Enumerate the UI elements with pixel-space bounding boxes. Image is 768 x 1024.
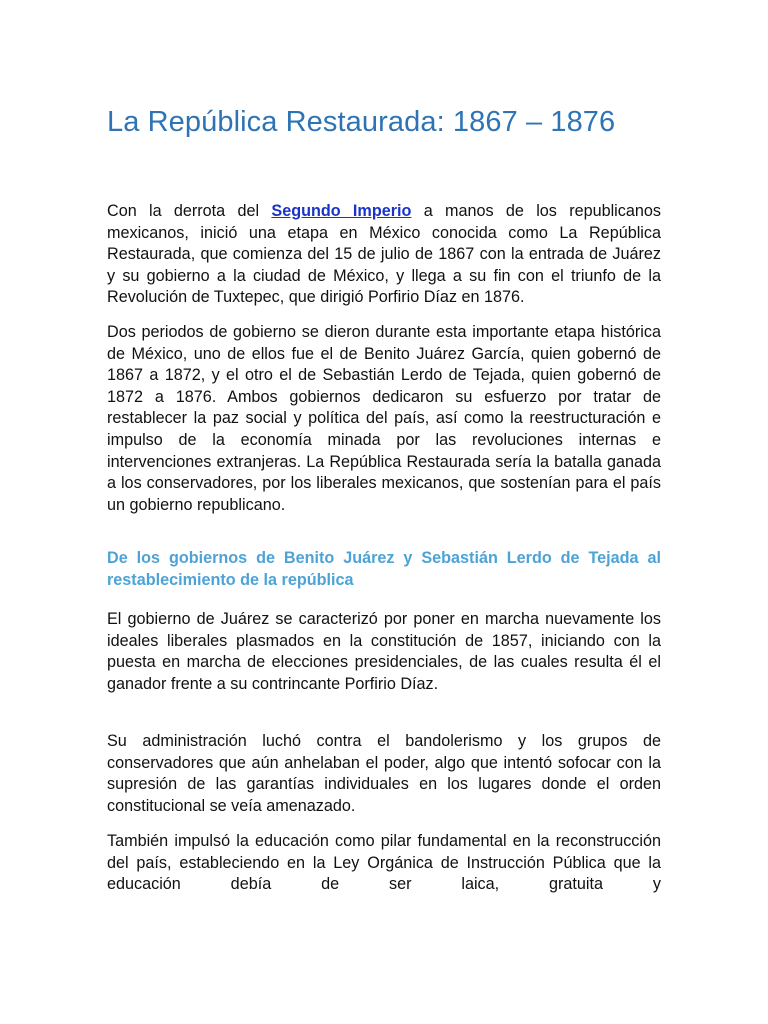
document-title: La República Restaurada: 1867 – 1876 xyxy=(107,106,616,138)
section-subheading: De los gobiernos de Benito Juárez y Sebastián Lerdo de Tejada al restablecimiento de la república xyxy=(107,549,661,589)
paragraph-intro xyxy=(107,201,661,309)
paragraph-education: También impulsó la educación como pilar fundamental en la reconstrucción del país, estableciendo en la Ley Orgánica de Instrucción Pública que la educación debía de ser laica, gratuita y xyxy=(107,832,661,894)
paragraph-intro-before-link: Con la derrota del xyxy=(107,202,272,220)
segundo-imperio-link[interactable]: Segundo Imperio xyxy=(271,202,412,220)
paragraph-administration: Su administración luchó contra el bandolerismo y los grupos de conservadores que aún anhelaban el poder, algo que intentó sofocar con la supresión de las garantías individuales en los lugares donde el orden constitucional se veía amenazado. xyxy=(107,732,661,815)
paragraph-periods: Dos periodos de gobierno se dieron durante esta importante etapa histórica de México, uno de ellos fue el de Benito Juárez García, quien gobernó de 1867 a 1872, y el otro el de Sebastián Lerdo de Tejada, quien gobernó de 1872 a 1876. Ambos gobiernos dedicaron su esfuerzo por tratar de restablecer la paz social y política del país, así como la reestructuración e impulso de la economía minada por las revoluciones internas e intervenciones extranjeras. La República Restaurada sería la batalla ganada a los conservadores, por los liberales mexicanos, que sostenían para el país un gobierno republicano. xyxy=(107,323,661,514)
paragraph-juarez-government: El gobierno de Juárez se caracterizó por poner en marcha nuevamente los ideales liberales plasmados en la constitución de 1857, iniciando con la puesta en marcha de elecciones presidenciales, de las cuales resulta él el ganador frente a su contrincante Porfirio Díaz. xyxy=(107,610,661,693)
paragraph-intro-after-link: a manos de los republicanos mexicanos, inició una etapa en México conocida como La República Restaurada, que comienza del 15 de julio de 1867 con la entrada de Juárez y su gobierno a la ciudad de México, y llega a su fin con el triunfo de la Revolución de Tuxtepec, que dirigió Porfirio Díaz en 1876. xyxy=(107,202,661,307)
